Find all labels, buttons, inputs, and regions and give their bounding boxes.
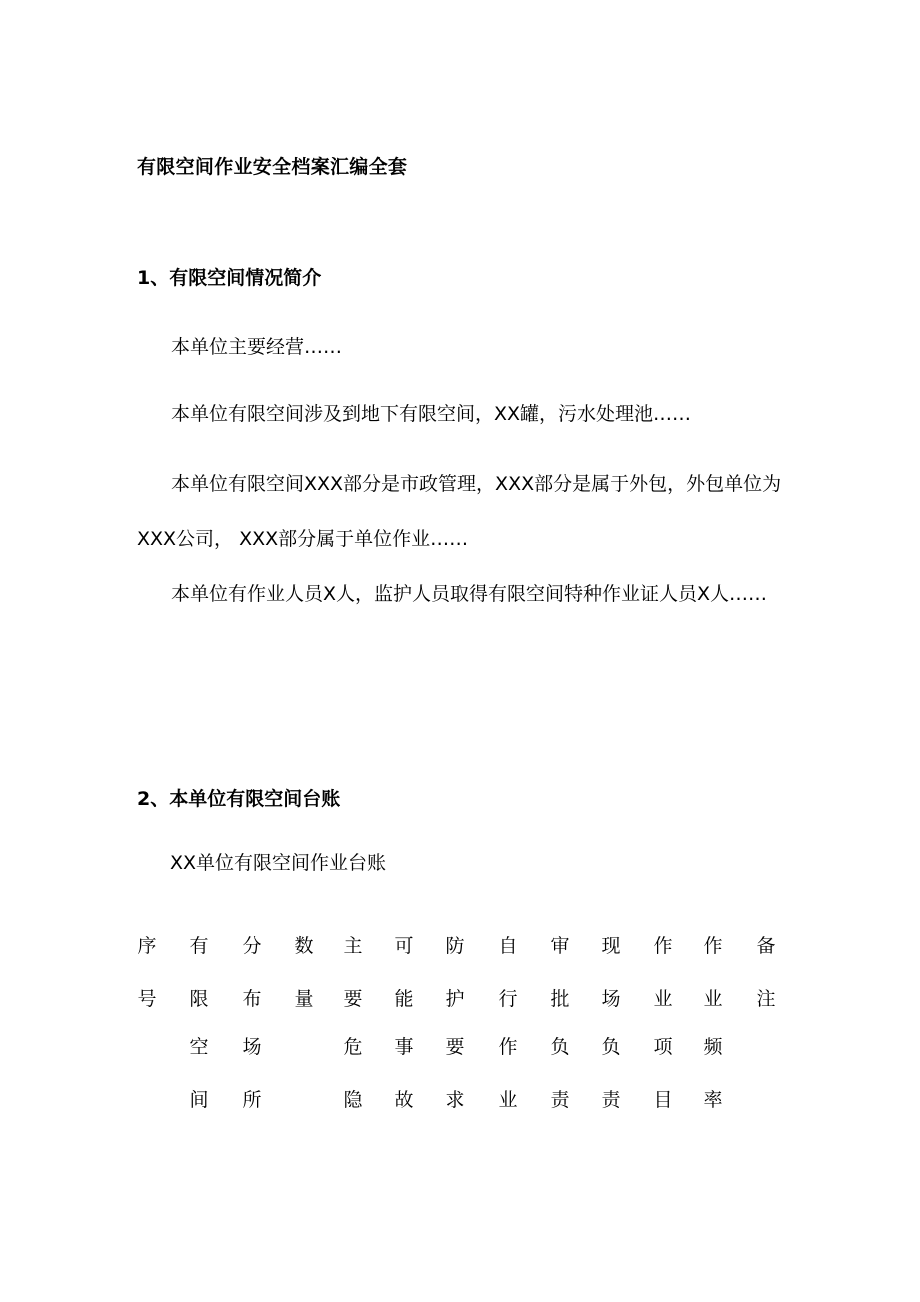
ledger-header-cell: [132, 930, 162, 1009]
header-char: 要: [445, 1036, 465, 1058]
section-heading-ledger: 2、本单位有限空间台账: [137, 788, 341, 810]
header-char: 隐: [343, 1089, 363, 1111]
header-char: 空: [189, 1036, 209, 1058]
header-char: 率: [703, 1089, 723, 1111]
ledger-table-caption: XX单位有限空间作业台账: [170, 852, 387, 874]
header-char: 频: [703, 1036, 723, 1058]
header-char: 负: [601, 1036, 621, 1058]
header-char: 限: [189, 988, 209, 1010]
ledger-header-cell: [648, 930, 678, 1110]
paragraph-spaces: 本单位有限空间涉及到地下有限空间，XX罐，污水处理池……: [171, 403, 692, 425]
header-char: 场: [601, 988, 621, 1010]
header-char: 故: [394, 1089, 414, 1111]
header-char: 作: [498, 1036, 518, 1058]
header-char: 量: [294, 988, 314, 1010]
header-char: 负: [550, 1036, 570, 1058]
header-char: 主: [343, 935, 363, 957]
section-heading-overview: 1、有限空间情况简介: [137, 267, 322, 289]
header-char: 业: [653, 988, 673, 1010]
ledger-header-cell: [751, 930, 781, 1009]
header-char: 布: [242, 988, 262, 1010]
ledger-header-cell: [237, 930, 267, 1110]
header-char: 可: [394, 935, 414, 957]
ledger-header-cell: [596, 930, 626, 1110]
paragraph-management: 本单位有限空间XXX部分是市政管理，XXX部分是属于外包，外包单位为XXX公司， XXX部分属于单位作业……: [137, 473, 782, 550]
header-char: 业: [703, 988, 723, 1010]
ledger-header-cell: [289, 930, 319, 1009]
header-char: 间: [189, 1089, 209, 1111]
header-char: 数: [294, 935, 314, 957]
header-char: 能: [394, 988, 414, 1010]
header-char: 项: [653, 1036, 673, 1058]
header-char: 备: [756, 935, 776, 957]
header-char: 自: [498, 935, 518, 957]
header-char: 序: [137, 935, 157, 957]
ledger-header-cell: [389, 930, 419, 1110]
ledger-header-cell: [493, 930, 523, 1110]
header-char: 护: [445, 988, 465, 1010]
header-char: 场: [242, 1036, 262, 1058]
paragraph-business: 本单位主要经营……: [171, 336, 343, 358]
document-title: 有限空间作业安全档案汇编全套: [137, 156, 408, 178]
header-char: 责: [601, 1089, 621, 1111]
header-char: 注: [756, 988, 776, 1010]
ledger-header-cell: [698, 930, 728, 1110]
header-char: 业: [498, 1089, 518, 1111]
header-char: 目: [653, 1089, 673, 1111]
header-char: 现: [601, 935, 621, 957]
header-char: 有: [189, 935, 209, 957]
header-char: 求: [445, 1089, 465, 1111]
header-char: 审: [550, 935, 570, 957]
ledger-header-cell: [440, 930, 470, 1110]
header-char: 批: [550, 988, 570, 1010]
header-char: 作: [703, 935, 723, 957]
paragraph-personnel: 本单位有作业人员X人，监护人员取得有限空间特种作业证人员X人……: [171, 583, 768, 605]
header-char: 行: [498, 988, 518, 1010]
ledger-header-cell: [545, 930, 575, 1110]
header-char: 责: [550, 1089, 570, 1111]
header-char: 防: [445, 935, 465, 957]
header-char: 分: [242, 935, 262, 957]
ledger-header-cell: [338, 930, 368, 1110]
header-char: 危: [343, 1036, 363, 1058]
header-char: 事: [394, 1036, 414, 1058]
header-char: 号: [137, 988, 157, 1010]
header-char: 要: [343, 988, 363, 1010]
ledger-header-cell: [184, 930, 214, 1110]
header-char: 作: [653, 935, 673, 957]
header-char: 所: [242, 1089, 262, 1111]
